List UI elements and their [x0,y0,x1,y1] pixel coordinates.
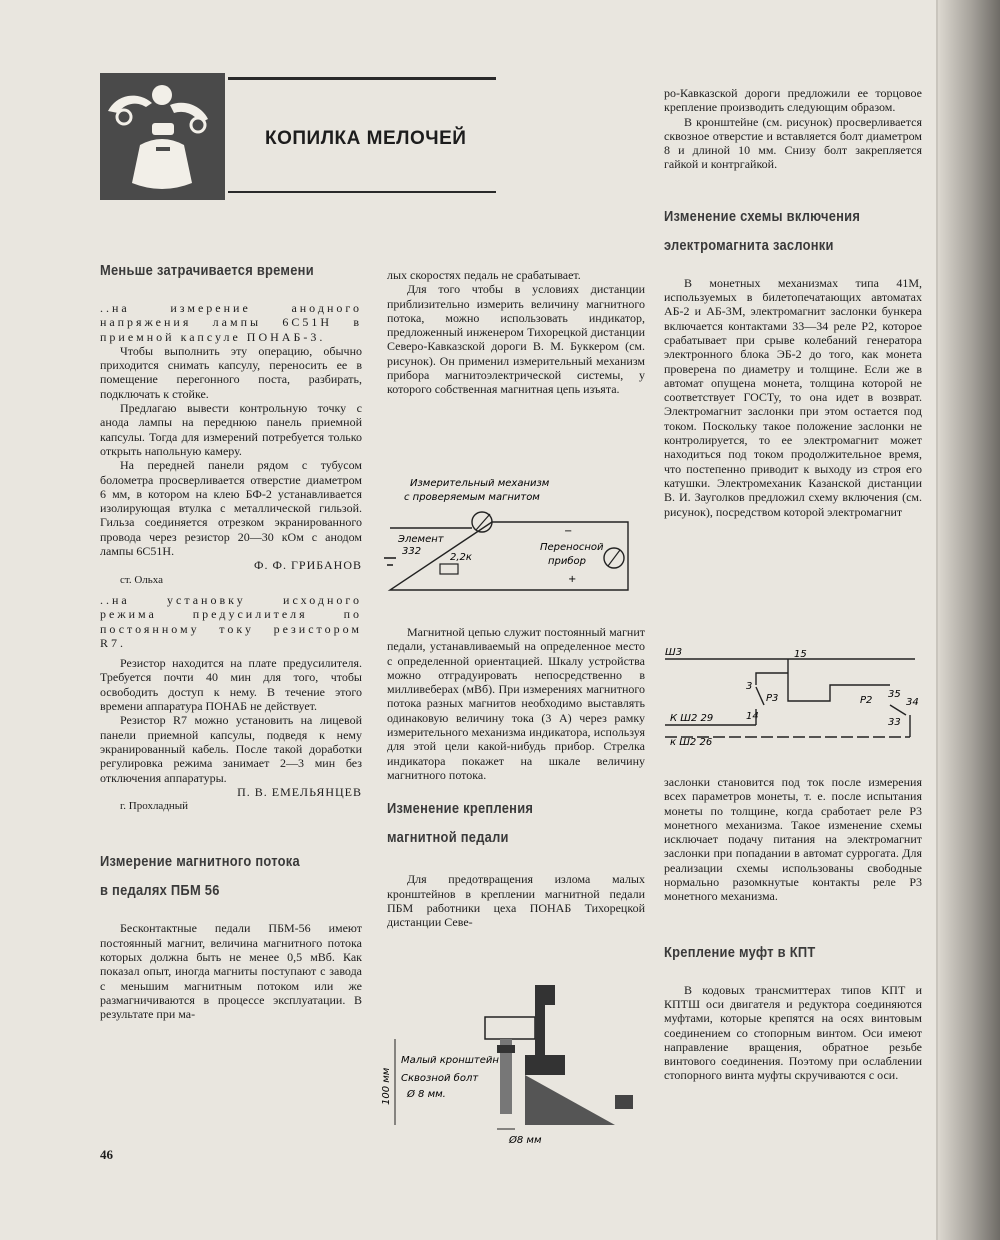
header-rule-bottom [228,191,496,193]
article1-title: Меньше затрачивается времени [100,262,314,279]
article3-title-line2: магнитной педали [387,829,509,847]
article2-p1-cont: лых скоростях педаль не срабатывает. [387,268,581,282]
column-3 [664,86,922,519]
article3-p2: В кронштейне (см. рисунок) просверливается сквозное отверстие и вставляется болт диаметром 8 и длиной 10 мм. Снизу болт закрепляется гайкой и контргайкой. [664,114,922,172]
article3-p1-cont: ро-Кавказской дороги предложили ее торцовое крепление производить следующим образом. [664,86,922,115]
fig-label-r2: Р2 [860,695,873,706]
fig-label-meter-2: прибор [548,556,587,567]
column-1 [100,256,362,1021]
page-number: 46 [100,1147,113,1162]
article4-p1-cont: заслонки становится под ток после измерения всех параметров монеты, т. е. после испытания монеты по толщине, когда сработает реле Р3 монетного механизма. Такое изменение схемы исключает подачу питания на электромагнит заслонки при попадании в автомат суррогата. Для реализации схемы использованы свободные нормально разомкнутые контакты реле Р3 монетного механизма. [664,775,922,904]
fig-label-14: 14 [746,711,759,722]
fig-label-diameter: Ø8 мм [509,1135,542,1146]
fig-sign-minus: − [564,526,573,537]
fig-label-34: 34 [906,697,919,708]
article1-p3: На передней панели рядом с тубусом болометра просверливается отверстие диаметром 6 мм, в котором на клею БФ-2 устанавливается изолирующая втулка с металлической гильзой. Гильза соединяется отрезком экранированного провода через резистор 20—30 кОм с анодом лампы 6С51Н. [100,458,362,559]
fig-label-resistor: 2,2к [450,552,472,563]
section-title: КОПИЛКА МЕЛОЧЕЙ [265,128,467,149]
article1-p2: Предлагаю вывести контрольную точку с анода лампы на переднюю панель приемной капсулы. Тогда для измерений потребуется только открыть напольную камеру. [100,401,362,458]
article2-p2: Для того чтобы в условиях дистанции приблизительно измерить величину магнитного потока, можно использовать индикатор, предложенный инженером Тихорецкой дистанции Северо-Кавказской дороги В. М. Буккером (см. рисунок). Он применил измерительный механизм прибора магнитоэлектрической системы, у которого собственная магнитная цепь изъята. [387,282,645,397]
figure-indicator-circuit [380,470,640,600]
fig-label-3: 3 [746,681,753,692]
article1-p4: Резистор находится на плате предусилителя. Требуется почти 40 мин для того, чтобы освободить доступ к нему. В течение этого времени аппаратура ПОНАБ не действует. [100,656,362,714]
column-2-lower [387,625,645,929]
article5-title: Крепление муфт в КПТ [664,943,816,961]
article2-title-line2: в педалях ПБМ 56 [100,882,220,900]
fig-label-bolt-2: Ø 8 мм. [407,1089,446,1100]
article1-p5: Резистор R7 можно установить на лицевой панели приемной капсулы, подведя к нему экранированный кабель. После такой доработки регулировка режима занимает 2—3 мин без отключения аппаратуры. [100,713,362,785]
article1-author2: П. В. ЕМЕЛЬЯНЦЕВ [237,784,362,799]
article2-title-line1: Измерение магнитного потока [100,853,300,871]
article2-p3: Магнитной цепью служит постоянный магнит педали, устанавливаемый на определенное место с определенной ориентацией. Шкалу устройства можно отградуировать непосредственно в милливеберах (мВб). При измерениях магнитного потока разных магнитов необходимо выставлять одинаковую величину тока (3 А) через рамку измерительного механизма индикатора, используя для этой цели какой-нибудь прибор. Стрелка индикатора покажет на шкале величину магнитного потока. [387,625,645,782]
binding-gutter [938,0,1000,1240]
article2-p1: Бесконтактные педали ПБМ-56 имеют постоянный магнит, величина магнитного потока которых должна быть не менее 0,5 мВб. Как показал опыт, иногда магниты поступают с завода с меньшим магнитным потоком или же размагничиваются в процессе эксплуатации. В результате при ма- [100,921,362,1022]
fig-label-mechanism-2: с проверяемым магнитом [404,492,540,503]
fig-label-ksh26: к Ш2 26 [670,737,713,748]
article1-author1: Ф. Ф. ГРИБАНОВ [254,558,362,573]
fig-label-15: 15 [794,649,807,660]
article5-p1: В кодовых трансмиттерах типов КПТ и КПТШ оси двигателя и редуктора соединяются муфтами, которые крепятся на осях винтовым соединением со стопорным винтом. Оси имеют направление вращения, обратное резьбе винтового соединения. Поэтому при ослаблении стопорного винта муфты скручиваются с оси. [664,982,922,1083]
fig-label-cell-1: Элемент [398,534,444,545]
article4-p1: В монетных механизмах типа 41М, используемых в билетопечатающих автоматах АБ-2 и АБ-3М, электромагнит заслонки бункера включается контактами 33—34 реле Р2, которое срабатывает при срыве колебаний генератора электронного блока ЭБ-2 до того, как монета проверена по диаметру и толщине. Если же в автомат опущена монета, толщина которой не соответствует ГОСТу, то она идет в возврат. Электромагнит заслонки при этом остается под током. Поскольку такое положение заслонки не контролируется, то ее электромагнит может находиться под током продолжительное время, что постепенно приводит к выходу из строя его катушки. Электромеханик Казанской дистанции В. И. Зауголков предложил схему включения (см. рисунок), посредством которой электромагнит [664,275,922,519]
fig-label-r3: Р3 [766,693,779,704]
page-edge [936,0,938,1240]
fig-label-35: 35 [888,689,901,700]
article4-title-line1: Изменение схемы включения [664,207,861,225]
article1-lead2: ..на установку исходного режима предусилителя по постоянному току резистором R7. [100,592,362,650]
article4-title-line2: электромагнита заслонки [664,236,834,254]
article3-title-line1: Изменение крепления [387,800,534,818]
column-2 [387,268,645,397]
section-logo [100,73,225,200]
article3-p1: Для предотвращения излома малых кронштейнов в креплении магнитной педали ПБМ работники цеха ПОНАБ Тихорецкой дистанции Севе- [387,872,645,930]
fig-label-small-bracket: Малый кронштейн [401,1055,499,1066]
resistor-symbol [440,564,458,574]
fig-label-bolt-1: Сквозной болт [401,1073,479,1084]
figure-relay-schematic [660,645,925,750]
header-rule-top [228,77,496,80]
article1-place1: ст. Ольха [120,573,164,586]
article1-p1: Чтобы выполнить эту операцию, обычно приходится снимать капсулу, переносить ее в помещение перегонного поста, разбирать, подключать к стойке. [100,343,362,401]
fig-label-height: 100 мм [381,1067,392,1105]
fig-label-mechanism-1: Измерительный механизм [410,478,550,489]
piggy-bank-icon [100,73,225,200]
fig-label-33: 33 [888,717,901,728]
fig-label-sh3: Ш3 [665,647,683,658]
fig-label-meter-1: Переносной [540,542,604,553]
fig-sign-plus: + [568,574,577,585]
fig-label-ksh29: К Ш2 29 [670,713,714,724]
fig-label-cell-2: 332 [402,546,422,557]
figure-pedal-bracket [381,965,650,1150]
article1-lead1: ..на измерение анодного напряжения лампы 6С51Н в приемной капсуле ПОНАБ-3. [100,301,362,344]
article1-place2: г. Прохладный [120,800,189,813]
column-3-lower [664,775,922,1083]
